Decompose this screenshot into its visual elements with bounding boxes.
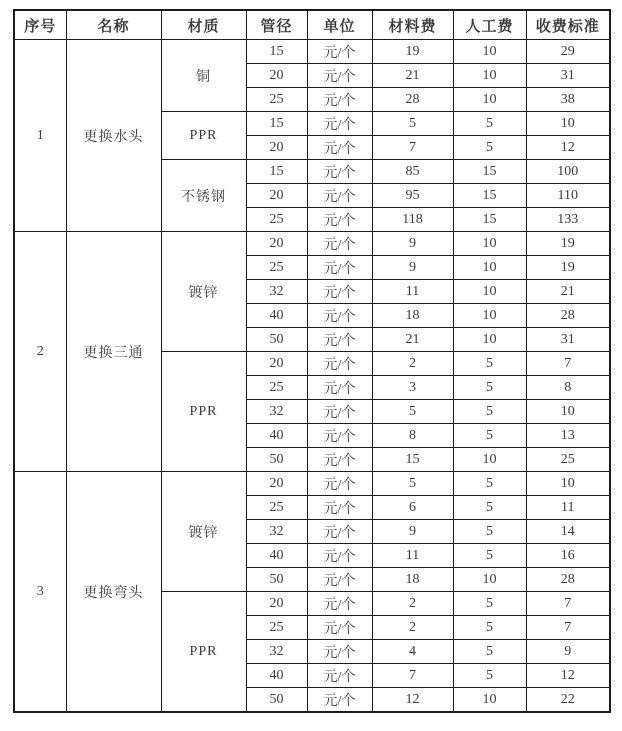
diameter-cell: 20	[246, 352, 307, 376]
labor-fee-cell: 10	[453, 232, 526, 256]
labor-fee-cell: 5	[453, 520, 526, 544]
diameter-cell: 25	[246, 88, 307, 112]
labor-fee-cell: 5	[453, 472, 526, 496]
item-name-cell: 更换三通	[66, 232, 161, 472]
fee-table	[13, 9, 611, 713]
labor-fee-cell: 5	[453, 376, 526, 400]
column-header-material-fee: 材料费	[372, 10, 453, 40]
labor-fee-cell: 5	[453, 136, 526, 160]
table-row	[14, 472, 610, 496]
unit-cell: 元/个	[307, 616, 372, 640]
unit-cell: 元/个	[307, 592, 372, 616]
fee-table-body	[14, 40, 610, 713]
material-fee-cell: 85	[372, 160, 453, 184]
diameter-cell: 32	[246, 280, 307, 304]
unit-cell: 元/个	[307, 472, 372, 496]
charge-standard-cell: 28	[526, 568, 610, 592]
diameter-cell: 50	[246, 688, 307, 713]
unit-cell: 元/个	[307, 568, 372, 592]
material-fee-cell: 5	[372, 472, 453, 496]
labor-fee-cell: 10	[453, 328, 526, 352]
material-fee-cell: 9	[372, 520, 453, 544]
header-row	[14, 10, 610, 40]
diameter-cell: 15	[246, 160, 307, 184]
charge-standard-cell: 8	[526, 376, 610, 400]
charge-standard-cell: 100	[526, 160, 610, 184]
unit-cell: 元/个	[307, 496, 372, 520]
charge-standard-cell: 29	[526, 40, 610, 64]
diameter-cell: 20	[246, 184, 307, 208]
diameter-cell: 25	[246, 616, 307, 640]
column-header-labor-fee: 人工费	[453, 10, 526, 40]
diameter-cell: 20	[246, 472, 307, 496]
unit-cell: 元/个	[307, 544, 372, 568]
charge-standard-cell: 31	[526, 64, 610, 88]
material-fee-cell: 9	[372, 232, 453, 256]
unit-cell: 元/个	[307, 424, 372, 448]
material-fee-cell: 2	[372, 592, 453, 616]
material-cell: 镀锌	[161, 472, 246, 592]
charge-standard-cell: 11	[526, 496, 610, 520]
diameter-cell: 20	[246, 64, 307, 88]
table-row	[14, 40, 610, 64]
charge-standard-cell: 19	[526, 232, 610, 256]
row-index-cell: 2	[14, 232, 66, 472]
unit-cell: 元/个	[307, 520, 372, 544]
labor-fee-cell: 15	[453, 184, 526, 208]
charge-standard-cell: 14	[526, 520, 610, 544]
diameter-cell: 15	[246, 112, 307, 136]
unit-cell: 元/个	[307, 64, 372, 88]
material-cell: 不锈钢	[161, 160, 246, 232]
material-cell: 镀锌	[161, 232, 246, 352]
charge-standard-cell: 12	[526, 136, 610, 160]
unit-cell: 元/个	[307, 448, 372, 472]
diameter-cell: 20	[246, 592, 307, 616]
charge-standard-cell: 10	[526, 112, 610, 136]
diameter-cell: 20	[246, 232, 307, 256]
charge-standard-cell: 31	[526, 328, 610, 352]
labor-fee-cell: 5	[453, 544, 526, 568]
diameter-cell: 50	[246, 568, 307, 592]
charge-standard-cell: 110	[526, 184, 610, 208]
diameter-cell: 40	[246, 664, 307, 688]
material-fee-cell: 15	[372, 448, 453, 472]
unit-cell: 元/个	[307, 688, 372, 713]
material-fee-cell: 5	[372, 112, 453, 136]
material-cell: PPR	[161, 112, 246, 160]
unit-cell: 元/个	[307, 160, 372, 184]
labor-fee-cell: 5	[453, 592, 526, 616]
material-fee-cell: 118	[372, 208, 453, 232]
column-header-charge-standard: 收费标准	[526, 10, 610, 40]
charge-standard-cell: 28	[526, 304, 610, 328]
material-fee-cell: 4	[372, 640, 453, 664]
material-fee-cell: 2	[372, 352, 453, 376]
material-fee-cell: 3	[372, 376, 453, 400]
labor-fee-cell: 5	[453, 400, 526, 424]
column-header-material: 材质	[161, 10, 246, 40]
charge-standard-cell: 12	[526, 664, 610, 688]
labor-fee-cell: 15	[453, 208, 526, 232]
diameter-cell: 50	[246, 328, 307, 352]
charge-standard-cell: 25	[526, 448, 610, 472]
charge-standard-cell: 7	[526, 616, 610, 640]
labor-fee-cell: 10	[453, 568, 526, 592]
diameter-cell: 40	[246, 304, 307, 328]
diameter-cell: 15	[246, 40, 307, 64]
labor-fee-cell: 5	[453, 424, 526, 448]
material-fee-cell: 9	[372, 256, 453, 280]
charge-standard-cell: 13	[526, 424, 610, 448]
material-fee-cell: 18	[372, 304, 453, 328]
unit-cell: 元/个	[307, 640, 372, 664]
material-fee-cell: 21	[372, 64, 453, 88]
material-cell: PPR	[161, 352, 246, 472]
labor-fee-cell: 10	[453, 688, 526, 713]
unit-cell: 元/个	[307, 352, 372, 376]
material-fee-cell: 12	[372, 688, 453, 713]
charge-standard-cell: 22	[526, 688, 610, 713]
material-fee-cell: 11	[372, 544, 453, 568]
charge-standard-cell: 38	[526, 88, 610, 112]
material-fee-cell: 7	[372, 136, 453, 160]
labor-fee-cell: 5	[453, 664, 526, 688]
material-fee-cell: 18	[372, 568, 453, 592]
row-index-cell: 1	[14, 40, 66, 232]
material-fee-cell: 8	[372, 424, 453, 448]
item-name-cell: 更换水头	[66, 40, 161, 232]
diameter-cell: 25	[246, 256, 307, 280]
material-cell: 铜	[161, 40, 246, 112]
unit-cell: 元/个	[307, 400, 372, 424]
charge-standard-cell: 19	[526, 256, 610, 280]
column-header-index: 序号	[14, 10, 66, 40]
diameter-cell: 32	[246, 640, 307, 664]
unit-cell: 元/个	[307, 256, 372, 280]
material-fee-cell: 5	[372, 400, 453, 424]
unit-cell: 元/个	[307, 136, 372, 160]
diameter-cell: 40	[246, 544, 307, 568]
charge-standard-cell: 21	[526, 280, 610, 304]
table-row	[14, 232, 610, 256]
material-cell: PPR	[161, 592, 246, 713]
diameter-cell: 32	[246, 520, 307, 544]
column-header-name: 名称	[66, 10, 161, 40]
diameter-cell: 50	[246, 448, 307, 472]
material-fee-cell: 21	[372, 328, 453, 352]
material-fee-cell: 28	[372, 88, 453, 112]
material-fee-cell: 2	[372, 616, 453, 640]
row-index-cell: 3	[14, 472, 66, 713]
unit-cell: 元/个	[307, 112, 372, 136]
labor-fee-cell: 10	[453, 88, 526, 112]
labor-fee-cell: 10	[453, 40, 526, 64]
labor-fee-cell: 10	[453, 256, 526, 280]
unit-cell: 元/个	[307, 280, 372, 304]
labor-fee-cell: 5	[453, 496, 526, 520]
charge-standard-cell: 9	[526, 640, 610, 664]
labor-fee-cell: 10	[453, 280, 526, 304]
diameter-cell: 25	[246, 376, 307, 400]
labor-fee-cell: 5	[453, 352, 526, 376]
column-header-diameter: 管径	[246, 10, 307, 40]
labor-fee-cell: 5	[453, 640, 526, 664]
material-fee-cell: 19	[372, 40, 453, 64]
diameter-cell: 32	[246, 400, 307, 424]
labor-fee-cell: 5	[453, 616, 526, 640]
unit-cell: 元/个	[307, 232, 372, 256]
unit-cell: 元/个	[307, 376, 372, 400]
labor-fee-cell: 5	[453, 112, 526, 136]
unit-cell: 元/个	[307, 304, 372, 328]
labor-fee-cell: 10	[453, 448, 526, 472]
material-fee-cell: 6	[372, 496, 453, 520]
diameter-cell: 25	[246, 208, 307, 232]
unit-cell: 元/个	[307, 664, 372, 688]
unit-cell: 元/个	[307, 184, 372, 208]
material-fee-cell: 11	[372, 280, 453, 304]
charge-standard-cell: 7	[526, 592, 610, 616]
charge-standard-cell: 16	[526, 544, 610, 568]
unit-cell: 元/个	[307, 88, 372, 112]
unit-cell: 元/个	[307, 40, 372, 64]
diameter-cell: 25	[246, 496, 307, 520]
material-fee-cell: 7	[372, 664, 453, 688]
labor-fee-cell: 10	[453, 304, 526, 328]
charge-standard-cell: 7	[526, 352, 610, 376]
charge-standard-cell: 133	[526, 208, 610, 232]
labor-fee-cell: 15	[453, 160, 526, 184]
column-header-unit: 单位	[307, 10, 372, 40]
diameter-cell: 20	[246, 136, 307, 160]
unit-cell: 元/个	[307, 328, 372, 352]
diameter-cell: 40	[246, 424, 307, 448]
charge-standard-cell: 10	[526, 472, 610, 496]
labor-fee-cell: 10	[453, 64, 526, 88]
item-name-cell: 更换弯头	[66, 472, 161, 713]
unit-cell: 元/个	[307, 208, 372, 232]
material-fee-cell: 95	[372, 184, 453, 208]
charge-standard-cell: 10	[526, 400, 610, 424]
